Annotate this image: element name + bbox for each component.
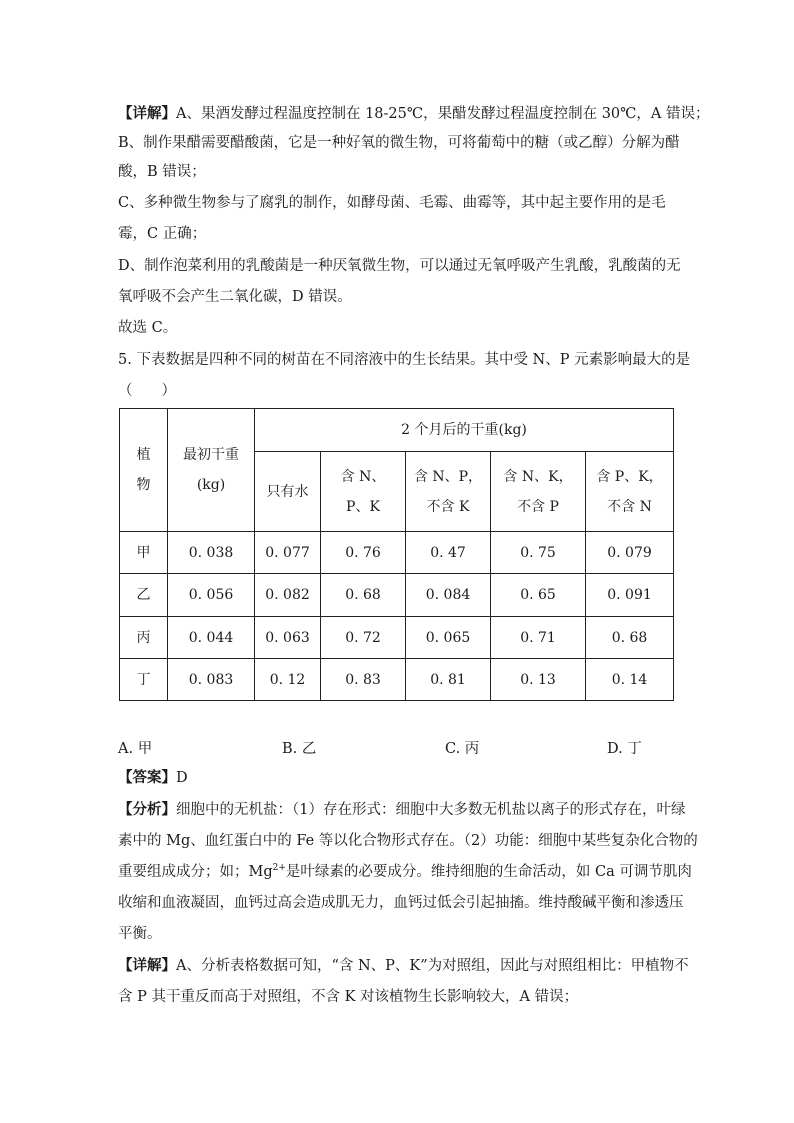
analysis-line-3: [118, 862, 692, 882]
cell-water: 0. 082: [255, 574, 321, 617]
option-d: D. 丁: [607, 741, 642, 757]
header-initial-line2: (kg): [196, 477, 226, 493]
detail-line-1: [118, 104, 710, 124]
header-no-n: [586, 452, 674, 532]
header-no-k-line1: 含 N、P，: [413, 468, 483, 485]
detail2-text: A、分析表格数据可知，“含 N、P、K”为对照组，因此与对照组相比：甲植物不: [176, 958, 689, 974]
detail2-line-2: 含 P 其干重反而高于对照组，不含 K 对该植物生长影响较大，A 错误；: [118, 989, 579, 1005]
cell-no-p: 0. 13: [491, 659, 586, 701]
header-npk-line2: P、K: [346, 498, 380, 515]
cell-npk: 0. 72: [321, 617, 406, 659]
header-no-n-line2: 不含 N: [607, 498, 652, 515]
cell-initial: 0. 044: [168, 617, 255, 659]
detail2-line-1: [118, 956, 689, 976]
analysis-label: 【分析】: [118, 801, 176, 818]
analysis-line-4: 收缩和血液凝固，血钙过高会造成肌无力，血钙过低会引起抽搐。维持酸碱平衡和渗透压: [118, 895, 684, 911]
table-row: [120, 574, 674, 617]
header-water-only: 只有水: [255, 452, 321, 532]
header-no-k-line2: 不含 K: [426, 498, 470, 515]
header-plant-line1: 植: [136, 447, 151, 463]
header-with-npk: [321, 452, 406, 532]
cell-no-k: 0. 81: [406, 659, 491, 701]
cell-no-n: 0. 079: [586, 532, 674, 574]
detail-line-2: B、制作果醋需要醋酸菌，它是一种好氧的微生物，可将葡萄中的糖（或乙醇）分解为醋: [118, 135, 680, 151]
cell-water: 0. 077: [255, 532, 321, 574]
answer-value: D: [176, 770, 188, 786]
cell-no-k: 0. 47: [406, 532, 491, 574]
header-plant: [120, 409, 168, 532]
cell-plant: 甲: [120, 532, 168, 574]
question-blank: （ ）: [118, 383, 176, 399]
answer-label: 【答案】: [118, 769, 176, 786]
detail-line-7: 氧呼吸不会产生二氧化碳，D 错误。: [118, 289, 352, 305]
detail-line-6: D、制作泡菜利用的乳酸菌是一种厌氧微生物，可以通过无氧呼吸产生乳酸，乳酸菌的无: [118, 258, 681, 274]
analysis-line-1: [118, 800, 686, 820]
cell-npk: 0. 76: [321, 532, 406, 574]
cell-no-k: 0. 065: [406, 617, 491, 659]
table-row: [120, 617, 674, 659]
answer-line: [118, 768, 678, 788]
cell-no-n: 0. 14: [586, 659, 674, 701]
analysis-superscript: 2+: [272, 863, 286, 873]
cell-initial: 0. 083: [168, 659, 255, 701]
table-row: [120, 659, 674, 701]
cell-plant: 丙: [120, 617, 168, 659]
table-row: [120, 532, 674, 574]
header-no-p-line1: 含 N、K，: [503, 468, 573, 485]
detail-line-5: 霉，C 正确；: [118, 226, 207, 242]
cell-no-n: 0. 68: [586, 617, 674, 659]
cell-initial: 0. 056: [168, 574, 255, 617]
analysis-line-3-post: 是叶绿素的必要成分。维持细胞的生命活动，如 Ca 可调节肌肉: [285, 864, 692, 880]
header-group-two-months: 2 个月后的干重(kg): [255, 409, 674, 452]
question-stem: 5. 下表数据是四种不同的树苗在不同溶液中的生长结果。其中受 N、P 元素影响最大的是: [118, 352, 691, 368]
cell-no-n: 0. 091: [586, 574, 674, 617]
option-b: B. 乙: [282, 741, 317, 757]
header-no-k: [406, 452, 491, 532]
header-no-p-line2: 不含 P: [517, 498, 559, 515]
detail-line-4: C、多种微生物参与了腐乳的制作，如酵母菌、毛霉、曲霉等，其中起主要作用的是毛: [118, 195, 666, 211]
cell-no-k: 0. 084: [406, 574, 491, 617]
analysis-line-2: 素中的 Mg、血红蛋白中的 Fe 等以化合物形式存在。（2）功能：细胞中某些复杂化合物的: [118, 833, 698, 849]
detail-label: 【详解】: [118, 105, 176, 122]
detail-line-3: 酸，B 错误；: [118, 164, 206, 180]
cell-water: 0. 12: [255, 659, 321, 701]
cell-no-p: 0. 75: [491, 532, 586, 574]
cell-no-p: 0. 65: [491, 574, 586, 617]
analysis-line-3-pre: 重要组成成分；如；Mg: [118, 864, 273, 880]
cell-no-p: 0. 71: [491, 617, 586, 659]
cell-npk: 0. 83: [321, 659, 406, 701]
option-c: C. 丙: [445, 741, 480, 757]
analysis-line-5: 平衡。: [118, 926, 162, 942]
growth-data-table: [119, 408, 674, 701]
cell-initial: 0. 038: [168, 532, 255, 574]
analysis-text: 细胞中的无机盐：（1）存在形式：细胞中大多数无机盐以离子的形式存在，叶绿: [176, 802, 686, 818]
detail2-label: 【详解】: [118, 957, 176, 974]
cell-plant: 丁: [120, 659, 168, 701]
cell-water: 0. 063: [255, 617, 321, 659]
cell-plant: 乙: [120, 574, 168, 617]
header-no-p: [491, 452, 586, 532]
header-initial-weight: [168, 409, 255, 532]
option-a: A. 甲: [118, 741, 153, 757]
cell-npk: 0. 68: [321, 574, 406, 617]
header-npk-line1: 含 N、: [340, 468, 386, 485]
header-no-n-line1: 含 P、K，: [596, 468, 663, 485]
detail-line-8: 故选 C。: [118, 320, 178, 336]
detail-text: A、果酒发酵过程温度控制在 18-25℃，果醋发酵过程温度控制在 30℃，A 错误；: [176, 106, 710, 122]
header-initial-line1: 最初干重: [183, 447, 239, 463]
header-plant-line2: 物: [136, 477, 151, 493]
